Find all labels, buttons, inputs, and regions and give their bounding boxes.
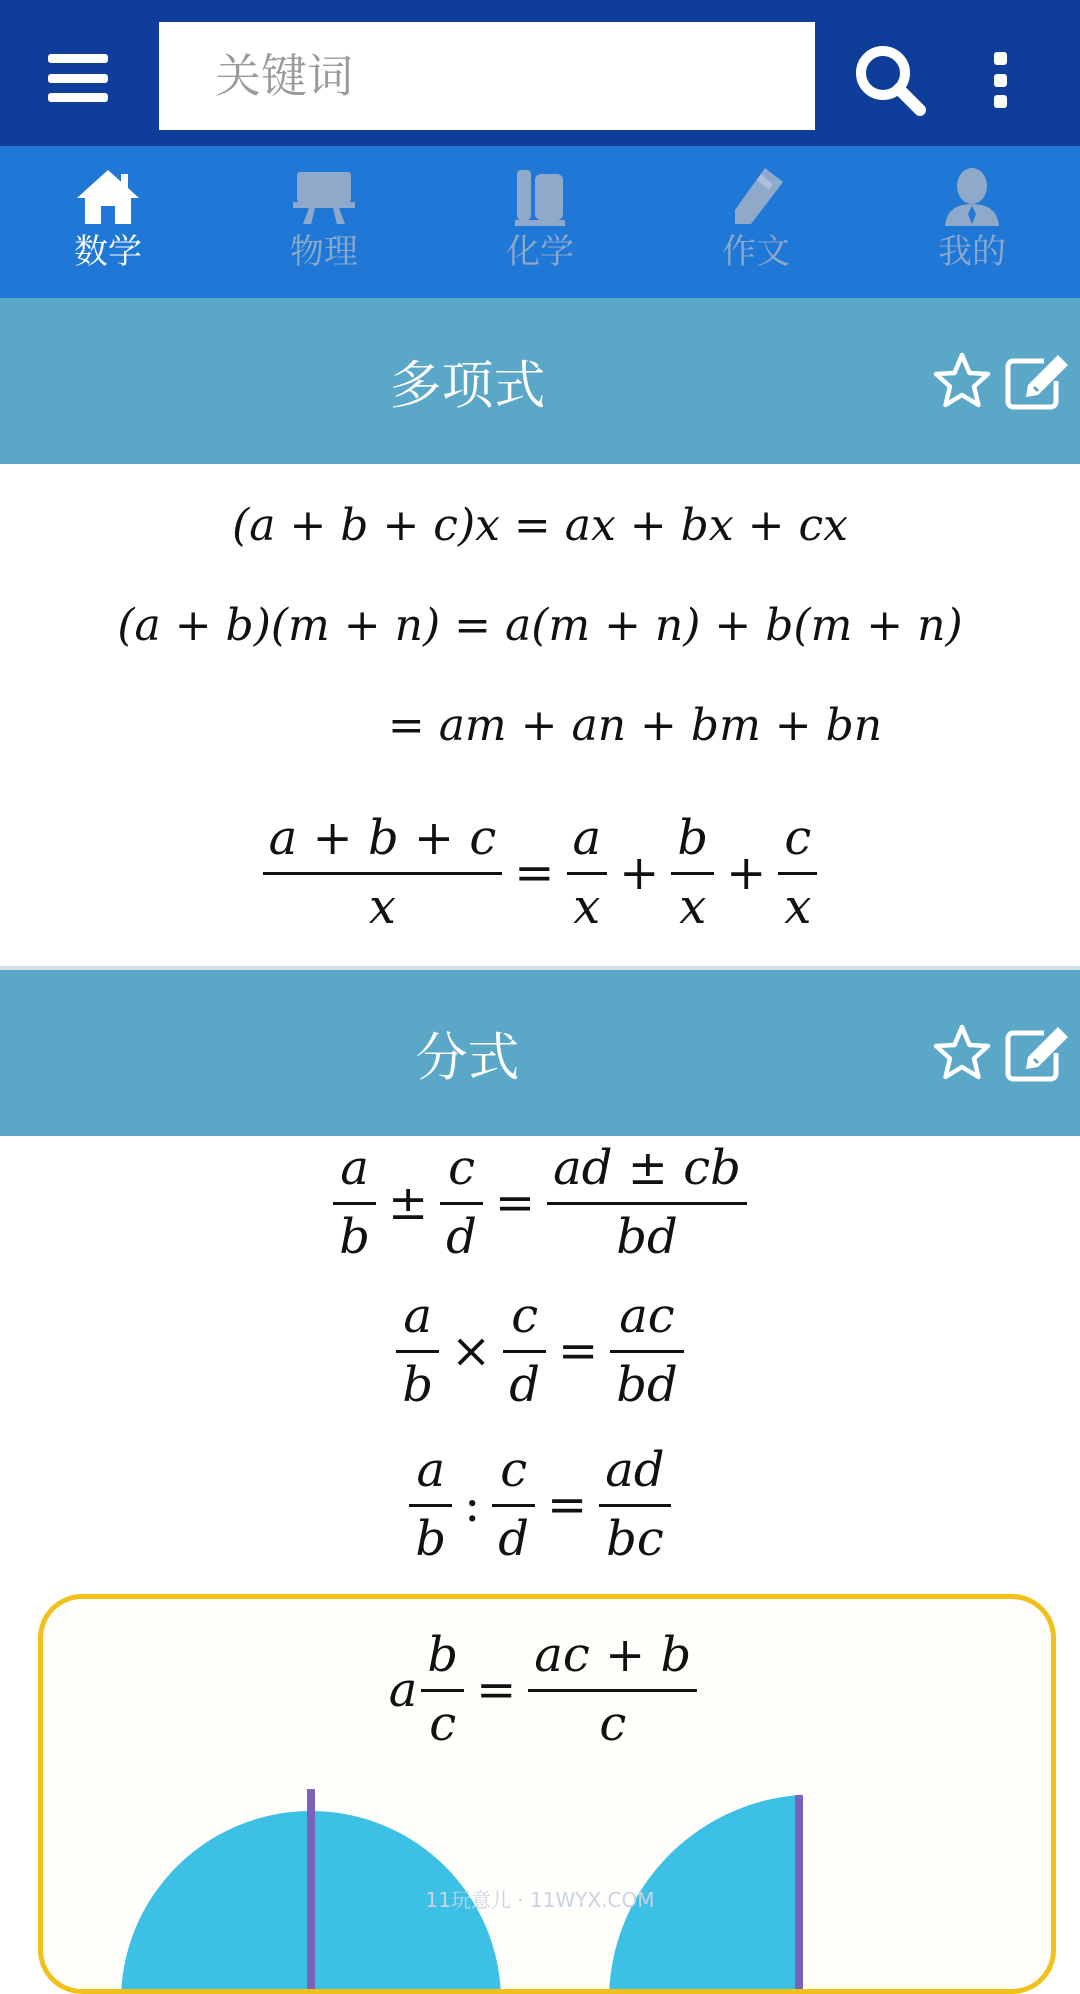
section-title: 分式 bbox=[415, 1028, 520, 1089]
pie-illustration bbox=[43, 1599, 1056, 1994]
user-icon bbox=[937, 166, 1007, 228]
category-tabs bbox=[0, 146, 1080, 298]
tab-label: 化学 bbox=[506, 232, 574, 272]
formula-line: $\frac{a + b + c}{x}$ = $\frac{a}{x}$ + $\frac{b}{x}$ + $\frac{c}{x}$ bbox=[0, 810, 1080, 936]
formula-line: a $\frac{b}{c}$ = $\frac{ac + b}{c}$ bbox=[38, 1627, 1056, 1753]
tab-physics[interactable] bbox=[216, 146, 432, 298]
search-input[interactable] bbox=[159, 22, 815, 130]
fraction: $\frac{c}{x}$ bbox=[778, 810, 817, 936]
section-title: 多项式 bbox=[389, 356, 546, 417]
formula-line: $\frac{a}{b}$ ± $\frac{c}{d}$ = $\frac{ad \pm cb}{bd}$ bbox=[0, 1140, 1080, 1266]
desk-icon bbox=[289, 166, 359, 228]
edit-icon[interactable] bbox=[1004, 1023, 1070, 1083]
search-icon[interactable] bbox=[850, 40, 930, 120]
home-icon bbox=[73, 166, 143, 228]
formula-line: (a + b)(m + n) = a(m + n) + b(m + n) bbox=[117, 600, 963, 651]
hamburger-menu-icon[interactable] bbox=[40, 40, 116, 116]
tab-label: 我的 bbox=[938, 232, 1006, 272]
fraction: $\frac{a + b + c}{x}$ bbox=[263, 810, 503, 936]
formula-line: $\frac{a}{b}$ : $\frac{c}{d}$ = $\frac{ad}{bc}$ bbox=[0, 1442, 1080, 1568]
star-icon[interactable] bbox=[932, 1023, 992, 1083]
section-header-fraction bbox=[0, 970, 1080, 1136]
tab-composition[interactable] bbox=[648, 146, 864, 298]
app-toolbar bbox=[0, 0, 1080, 146]
tab-label: 物理 bbox=[290, 232, 358, 272]
fraction: $\frac{a}{x}$ bbox=[567, 810, 608, 936]
tab-mine[interactable] bbox=[864, 146, 1080, 298]
tab-label: 作文 bbox=[722, 232, 790, 272]
pen-icon bbox=[721, 166, 791, 228]
star-icon[interactable] bbox=[932, 351, 992, 411]
tab-label: 数学 bbox=[74, 232, 142, 272]
formula-line: $\frac{a}{b}$ × $\frac{c}{d}$ = $\frac{ac}{bd}$ bbox=[0, 1288, 1080, 1414]
flask-icon bbox=[505, 166, 575, 228]
formula-line: = am + an + bm + bn bbox=[387, 700, 883, 751]
tab-chemistry[interactable] bbox=[432, 146, 648, 298]
formula-line: (a + b + c)x = ax + bx + cx bbox=[232, 500, 848, 551]
tab-math[interactable] bbox=[0, 146, 216, 298]
edit-icon[interactable] bbox=[1004, 351, 1070, 411]
watermark: 11玩意儿 · 11WYX.COM bbox=[425, 1888, 655, 1912]
more-vertical-icon[interactable] bbox=[980, 40, 1020, 120]
mixed-number-card bbox=[38, 1594, 1056, 1994]
section-header-polynomial bbox=[0, 298, 1080, 464]
fraction: $\frac{b}{x}$ bbox=[671, 810, 714, 936]
